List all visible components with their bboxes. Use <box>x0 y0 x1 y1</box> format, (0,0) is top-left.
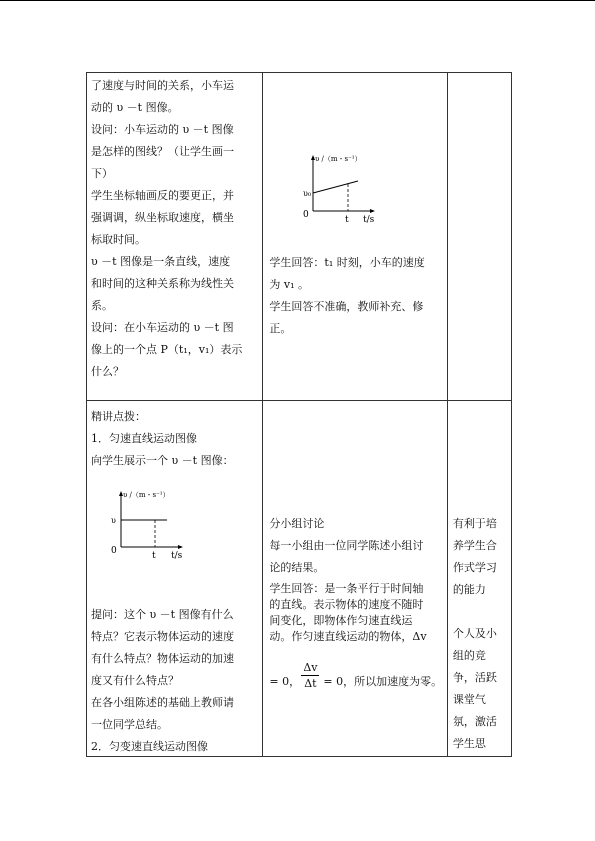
purpose-text <box>453 513 511 755</box>
fraction-bar <box>301 675 319 676</box>
text-line: 动的 υ －t 图像。 <box>91 101 179 114</box>
text-line: 像上的一个点 P（t₁，v₁）表示 <box>91 343 243 356</box>
y-tick-label: υ <box>111 516 116 525</box>
origin-label: 0 <box>303 210 310 220</box>
text-line: 学生坐标轴画反的要更正，并 <box>91 189 234 202</box>
text-line: 的能力 <box>452 583 486 596</box>
x-axis-label: t/s <box>363 215 375 225</box>
text-line: 在各小组陈述的基础上教师请 <box>91 696 234 709</box>
text-line: 间变化，即物体作匀速直线运 <box>269 614 413 627</box>
student-text <box>269 252 443 340</box>
fraction-numerator: Δv <box>303 661 318 674</box>
text-line: 正。 <box>269 322 292 335</box>
text-line: 每一小组由一位同学陈述小组讨 <box>269 539 424 552</box>
text-line: 和时间的这种关系称为线性关 <box>91 277 234 290</box>
equation-right: = 0，所以加速度为零。 <box>323 675 443 688</box>
purpose-cell <box>447 401 511 757</box>
teacher-text-top <box>91 406 259 472</box>
text-line: 养学生合 <box>452 539 497 552</box>
text-line: 有什么特点？物体运动的加速 <box>91 652 234 665</box>
text-line: 向学生展示一个 υ －t 图像： <box>91 454 234 467</box>
origin-label: 0 <box>111 546 117 556</box>
x-arrow-icon <box>178 545 183 549</box>
header-rule <box>0 0 595 1</box>
student-activity-cell <box>263 401 447 757</box>
y-axis-label: υ /（m・s⁻¹） <box>315 155 362 163</box>
text-line: 2．匀变速直线运动图像 <box>91 740 208 753</box>
table-row <box>87 73 512 401</box>
velocity-time-graph-linear <box>293 153 413 225</box>
table-row <box>87 401 512 757</box>
student-activity-cell <box>263 73 447 401</box>
text-line: 的直线。表示物体的速度不随时 <box>269 598 424 611</box>
text-line: 了速度与时间的关系，小车运 <box>91 79 234 92</box>
x-axis-label: t/s <box>171 551 183 561</box>
velocity-time-graph-constant <box>101 489 221 561</box>
fraction-denominator: Δt <box>304 677 317 690</box>
text-line: 1．匀速直线运动图像 <box>91 432 197 445</box>
teacher-text-bottom <box>91 604 259 758</box>
student-discussion <box>269 513 443 579</box>
text-line: 学生回答：是一条平行于时间轴 <box>269 582 424 595</box>
text-line: 精讲点拨： <box>91 410 146 423</box>
text-line: 标取时间。 <box>91 233 146 246</box>
velocity-line <box>313 181 358 193</box>
text-line: υ －t 图像是一条直线，速度 <box>91 255 231 268</box>
text-line: 分小组讨论 <box>269 517 325 530</box>
purpose-cell <box>447 73 511 401</box>
text-line: 特点？它表示物体运动的速度 <box>91 630 234 643</box>
teacher-activity-cell <box>87 401 263 757</box>
text-line: 度又有什么特点？ <box>91 674 179 687</box>
text-line: 下） <box>91 167 113 180</box>
text-line: 系。 <box>91 299 113 312</box>
y-tick-label: υ₀ <box>303 189 312 198</box>
teacher-activity-cell <box>87 73 263 401</box>
text-line: 个人及小 <box>452 627 497 640</box>
lesson-plan-table <box>86 72 512 757</box>
y-axis-label: υ /（m・s⁻¹） <box>123 491 170 499</box>
text-line: 一位同学总结。 <box>91 718 168 731</box>
text-line: 学生回答不准确，教师补充、修 <box>269 300 424 313</box>
text-line: 学生回答：t₁ 时刻，小车的速度 <box>269 256 425 269</box>
spacer-line <box>453 601 511 623</box>
text-line: 设问：在小车运动的 υ －t 图 <box>91 321 234 334</box>
text-line: 氛，激活 <box>452 715 497 728</box>
student-answer <box>269 581 443 645</box>
text-line: 组的竞 <box>452 649 486 662</box>
text-line: 强调调，纵坐标取速度，横坐 <box>91 211 234 224</box>
x-tick-label: t <box>345 215 350 225</box>
text-line: 动。作匀速直线运动的物体，Δv <box>269 630 427 643</box>
x-tick-label: t <box>152 551 156 561</box>
text-line: 有利于培 <box>452 517 497 530</box>
text-line: 课堂气 <box>452 693 486 706</box>
text-line: 为 v₁ 。 <box>269 278 310 291</box>
text-line: 是怎样的图线？（让学生画一 <box>91 145 234 158</box>
x-arrow-icon <box>370 209 375 213</box>
equation-left: = 0， <box>269 675 301 688</box>
teacher-text <box>91 75 259 383</box>
text-line: 学生思 <box>452 737 486 750</box>
text-line: 争，活跃 <box>452 671 497 684</box>
text-line: 论的结果。 <box>269 561 325 574</box>
acceleration-equation <box>269 659 445 691</box>
text-line: 提问：这个 υ －t 图像有什么 <box>91 608 234 621</box>
text-line: 作式学习 <box>452 561 497 574</box>
text-line: 设问：小车运动的 υ －t 图像 <box>91 123 234 136</box>
text-line: 什么？ <box>91 365 124 378</box>
